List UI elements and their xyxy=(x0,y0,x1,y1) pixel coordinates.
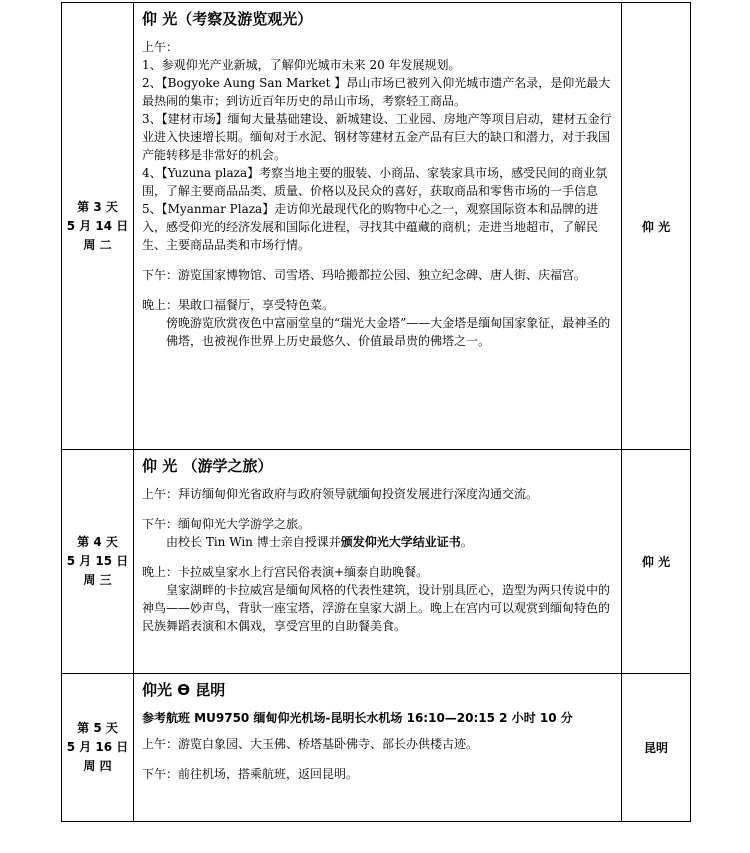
place-cell: 仰 光 xyxy=(622,450,691,674)
place-cell: 仰 光 xyxy=(622,3,691,450)
morning-item: 3、【建材市场】缅甸大量基础建设、新城建设、工业园、房地产等项目启动，建材五金行业进入快速增长期。缅甸对于水泥、钢材等建材五金产品有巨大的缺口和潜力，对于我国产能转移是非常好的机会。 xyxy=(142,112,612,162)
morning-text: 拜访缅甸仰光省政府与政府领导就缅甸投资发展进行深度沟通交流。 xyxy=(178,487,539,501)
evening-extra: 皇家湖畔的卡拉威宫是缅甸风格的代表性建筑，设计别具匠心，造型为两只传说中的神鸟——妙声鸟，背驮一座宝塔，浮游在皇家大湖上。晚上在宫内可以观赏到缅甸特色的民族舞蹈表演和木偶戏，享受宫里的自助餐美食。 xyxy=(142,583,611,633)
day-weekday: 周 四 xyxy=(83,759,112,773)
afternoon-line xyxy=(142,266,613,284)
evening-line xyxy=(142,296,613,314)
afternoon-extra xyxy=(142,533,613,551)
day-number: 第 5 天 xyxy=(77,721,118,735)
day-cell xyxy=(62,674,134,822)
afternoon-extra-text: 由校长 Tin Win 博士亲自授课并 xyxy=(166,535,341,549)
evening-text: 果敢口福餐厅，享受特色菜。 xyxy=(178,298,335,312)
afternoon-label: 下午： xyxy=(142,517,179,531)
day-title: 仰 光（考察及游览观光） xyxy=(142,10,313,28)
morning-item: 5、【Myanmar Plaza】走访仰光最现代化的购物中心之一，观察国际资本和品牌的进入，感受仰光的经济发展和国际化进程，寻找其中蕴藏的商机；走进当地超市，了解民生、主要商品品类和市场行情。 xyxy=(142,202,599,252)
day-date: 5 月 16 日 xyxy=(66,740,129,754)
flight-info: 参考航班 MU9750 缅甸仰光机场-昆明长水机场 16:10—20:15 2 小时 10 分 xyxy=(142,711,573,725)
day-number: 第 4 天 xyxy=(77,535,118,549)
evening-label: 晚上： xyxy=(142,565,179,579)
day-date: 5 月 15 日 xyxy=(66,554,129,568)
day-content xyxy=(134,450,622,674)
morning-item: 2、【Bogyoke Aung San Market 】昂山市场已被列入仰光城市遗产名录，是仰光最大最热闹的集市；到访近百年历史的昂山市场，考察轻工商品。 xyxy=(142,76,611,108)
day-content xyxy=(134,3,622,450)
morning-line xyxy=(142,485,613,503)
itinerary-row-day3 xyxy=(62,3,691,450)
morning-item: 1、参观仰光产业新城，了解仰光城市未来 20 年发展规划。 xyxy=(142,58,461,72)
itinerary-row-day5 xyxy=(62,674,691,822)
morning-line xyxy=(142,735,613,753)
afternoon-label: 下午： xyxy=(142,268,179,282)
afternoon-text: 缅甸仰光大学游学之旅。 xyxy=(178,517,311,531)
afternoon-text: 游览国家博物馆、司雪塔、玛哈搬都拉公园、独立纪念碑、唐人街、庆福宫。 xyxy=(178,268,587,282)
itinerary-row-day4 xyxy=(62,450,691,674)
afternoon-extra-end: 。 xyxy=(460,535,473,549)
day-content xyxy=(134,674,622,822)
afternoon-line xyxy=(142,515,613,533)
morning-label: 上午： xyxy=(142,40,179,54)
evening-extra: 傍晚游览欣赏夜色中富丽堂皇的“瑞光大金塔”——大金塔是缅甸国家象征，最神圣的佛塔，也被视作世界上历史最悠久、价值最昂贵的佛塔之一。 xyxy=(166,316,611,348)
evening-text: 卡拉威皇家水上行宫民俗表演+缅泰自助晚餐。 xyxy=(178,565,429,579)
morning-item: 4、【Yuzuna plaza】考察当地主要的服装、小商品、家装家具市场，感受民间的商业氛围，了解主要商品品类、质量、价格以及民众的喜好，获取商品和零售市场的一手信息 xyxy=(142,166,608,198)
place-cell: 昆明 xyxy=(622,674,691,822)
itinerary-table xyxy=(61,2,691,822)
afternoon-text: 前往机场，搭乘航班，返回昆明。 xyxy=(178,767,359,781)
day-cell xyxy=(62,450,134,674)
day-weekday: 周 三 xyxy=(83,573,112,587)
evening-label: 晚上： xyxy=(142,298,179,312)
day-weekday: 周 二 xyxy=(83,237,112,252)
morning-text: 游览白象园、大玉佛、桥塔基卧佛寺、部长办供楼古迹。 xyxy=(178,737,479,751)
day-number: 第 3 天 xyxy=(77,199,118,214)
day-cell xyxy=(62,3,134,450)
day-title: 仰 光 （游学之旅） xyxy=(142,457,273,475)
afternoon-line xyxy=(142,765,613,783)
afternoon-label: 下午： xyxy=(142,767,179,781)
evening-line xyxy=(142,563,613,581)
morning-label: 上午： xyxy=(142,487,179,501)
day-date: 5 月 14 日 xyxy=(66,218,129,233)
day-title: 仰光 ϴ 昆明 xyxy=(142,681,226,699)
morning-label: 上午： xyxy=(142,737,179,751)
certificate-text: 颁发仰光大学结业证书 xyxy=(340,535,461,549)
